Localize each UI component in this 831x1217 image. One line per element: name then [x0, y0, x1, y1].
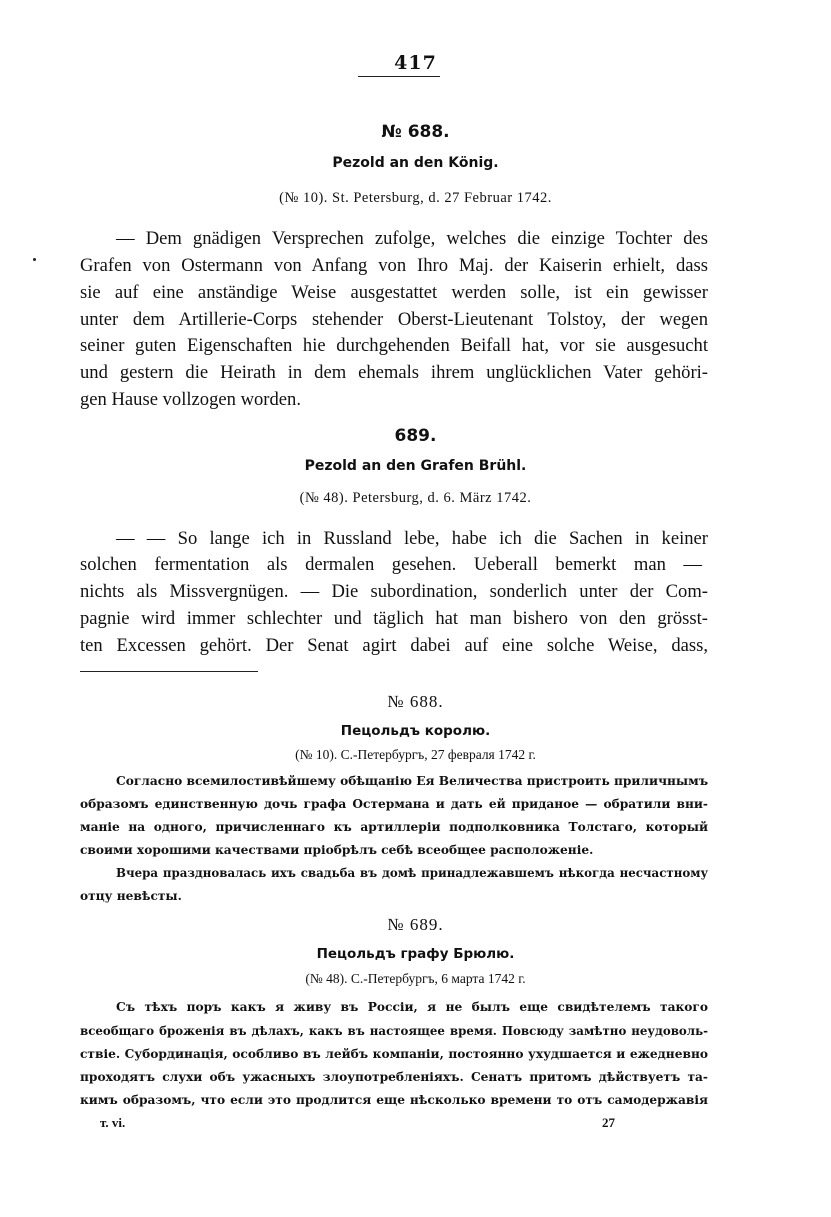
doc-688-line: gen Hause vollzogen worden.	[80, 389, 301, 410]
doc-688-line: unter dem Artillerie-Corps stehender Oberst-Lieutenant Tolstoy, der wegen	[80, 309, 708, 330]
ru-688-line: маніе на одного, причисленнаго къ артиллеріи подполковника Толстаго, который	[80, 820, 708, 834]
doc-688-line: Grafen von Ostermann von Anfang von Ihro Maj. der Kaiserin erhielt, dass	[80, 255, 708, 276]
ru-688-line: отцу невѣсты.	[80, 889, 182, 903]
ru-688-line: образомъ единственную дочь графа Остермана и дать ей приданое — обратили вни-	[80, 797, 708, 811]
ru-689-date: (№ 48). С.-Петербургъ, 6 марта 1742 г.	[305, 971, 526, 986]
ru-688-date: (№ 10). С.-Петербургъ, 27 февраля 1742 г.	[295, 747, 536, 762]
ru-689-line: ствіе. Субординація, особливо въ лейбъ компаніи, постоянно ухудшается и ежедневно	[80, 1047, 708, 1061]
doc-688-line: sie auf eine anständige Weise ausgestattet werden solle, ist ein gewisser	[80, 282, 708, 303]
doc-689-line: solchen fermentation als dermalen gesehen. Ueberall bemerkt man —	[80, 554, 702, 575]
translation-separator	[80, 671, 258, 672]
ru-689-line: проходятъ слухи объ ужасныхъ злоупотребленіяхъ. Сенатъ притомъ дѣйствуетъ та-	[80, 1070, 708, 1084]
doc-688-line: seiner guten Eigenschaften hie durchgehenden Beifall hat, vor sie ausgesucht	[80, 335, 708, 356]
doc-688-line: — Dem gnädigen Versprechen zufolge, welches die einzige Tochter des	[116, 228, 708, 249]
ru-688-line: Вчера праздновалась ихъ свадьба въ домѣ принадлежавшемъ нѣкогда несчастному	[116, 866, 708, 880]
doc-689-line: — — So lange ich in Russland lebe, habe ich die Sachen in keiner	[116, 528, 708, 549]
ru-688-number: № 688.	[387, 692, 444, 711]
page-number: 417	[394, 52, 437, 74]
doc-689-line: nichts als Missvergnügen. — Die subordination, sonderlich unter der Com-	[80, 581, 708, 602]
doc-688-line: und gestern die Heirath in dem ehemals ihrem unglücklichen Vater gehöri-	[80, 362, 708, 383]
ru-688-title: Пецольдъ королю.	[340, 723, 491, 739]
signature-mark: 27	[602, 1115, 615, 1130]
page-number-rule	[358, 76, 440, 77]
ru-689-line: кимъ образомъ, что если это продлится еще нѣсколько времени то отъ самодержавія	[80, 1093, 708, 1107]
doc-688-date: (№ 10). St. Petersburg, d. 27 Februar 1742.	[279, 190, 552, 206]
ru-689-line: всеобщаго броженія въ дѣлахъ, какъ въ настоящее время. Повсюду замѣтно неудоволь-	[80, 1024, 708, 1038]
margin-mark	[33, 258, 36, 261]
ru-688-line: Согласно всемилостивѣйшему обѣщанію Ея Величества пристроить приличнымъ	[116, 774, 709, 788]
doc-689-line: ten Excessen gehört. Der Senat agirt dabei auf eine solche Weise, dass,	[80, 635, 708, 656]
doc-689-date: (№ 48). Petersburg, d. 6. März 1742.	[299, 490, 532, 506]
doc-689-line: pagnie wird immer schlechter und täglich hat man bishero von den grösst-	[80, 608, 708, 629]
doc-688-title: Pezold an den König.	[332, 155, 499, 171]
ru-689-line: Съ тѣхъ поръ какъ я живу въ Россіи, я не былъ еще свидѣтелемъ такого	[116, 1000, 708, 1014]
volume-marker: т. vi.	[100, 1115, 126, 1130]
doc-688-number: № 688.	[381, 122, 450, 142]
ru-689-number: № 689.	[387, 915, 444, 934]
doc-689-number: 689.	[394, 426, 437, 446]
ru-688-line: своими хорошими качествами пріобрѣлъ себѣ всеобщее расположеніе.	[80, 843, 594, 857]
ru-689-title: Пецольдъ графу Брюлю.	[316, 946, 515, 962]
doc-689-title: Pezold an den Grafen Brühl.	[304, 458, 527, 474]
